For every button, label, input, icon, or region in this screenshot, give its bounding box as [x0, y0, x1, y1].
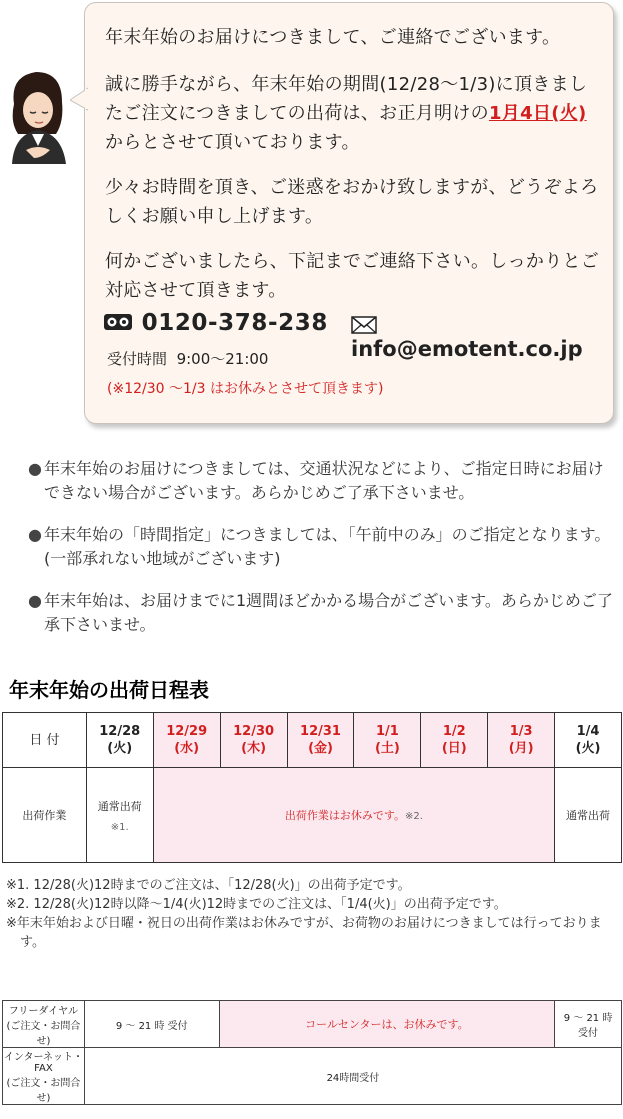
net-fax-row	[3, 1048, 622, 1105]
date-header: 日 付	[3, 713, 87, 768]
contact-paragraph: 何かございましたら、下記までご連絡下さい。しっかりとご対応させて頂きます。	[105, 251, 600, 301]
bullet-icon: ●	[28, 591, 42, 610]
free-dial-sub: (ご注文・お問合せ)	[6, 1020, 81, 1047]
email-link[interactable]	[351, 313, 613, 361]
date-text: 12/29	[166, 724, 208, 739]
end-hours-text: 9 ～ 21 時	[563, 1013, 613, 1024]
footnote: ※年末年始および日曜・祝日の出荷作業はお休みですが、お荷物のお届けにつきましては行っております。	[6, 916, 602, 950]
phone-text: 0120-378-238	[141, 310, 328, 336]
apology-paragraph: 少々お時間を頂き、ご迷惑をおかけ致しますが、どうぞよろしくお願い申し上げます。	[105, 177, 599, 227]
footnote: ※1. 12/28(火)12時までのご注文は、「12/28(火)」の出荷予定です。	[6, 878, 411, 893]
net-fax-sub: (ご注文・お問合せ)	[6, 1078, 81, 1104]
net-fax-hours: 24時間受付	[84, 1048, 621, 1105]
reception-hours	[107, 348, 268, 369]
weekday-text: (水)	[174, 741, 200, 756]
weekday-text: (日)	[441, 741, 467, 756]
hours-label: 受付時間	[107, 350, 168, 368]
footnote-ref-1: ※1.	[110, 821, 129, 833]
weekday-text: (月)	[508, 741, 534, 756]
bubble-tail	[70, 86, 88, 112]
weekday-text: (金)	[308, 741, 333, 756]
notice-shipping-paragraph	[105, 70, 600, 157]
date-text: 1/4	[576, 724, 600, 739]
date-cell	[488, 713, 555, 768]
date-cell	[220, 713, 287, 768]
weekday-text: (火)	[575, 741, 601, 756]
note-text: 年末年始の「時間指定」につきましては、「午前中のみ」のご指定となります。(一部承れない地域がございます)	[44, 525, 611, 568]
notice-shipping-text: 誠に勝手ながら、年末年始の期間(12/28～1/3)に頂きましたご注文につきましての出荷は、お正月明けの	[105, 74, 588, 124]
net-fax-text: インターネット・FAX	[3, 1052, 83, 1074]
holiday-note: (※12/30 ～1/3 はお休みとさせて頂きます)	[107, 381, 384, 397]
notice-shipping-tail: からとさせて頂いております。	[105, 132, 360, 153]
shipping-work-row	[3, 768, 622, 863]
end-hours-sub: 受付	[578, 1028, 599, 1039]
free-dial-hours: 9 ～ 21 時 受付	[84, 1001, 219, 1048]
net-fax-label	[3, 1048, 85, 1105]
call-center-table	[2, 1000, 622, 1105]
mail-icon	[351, 316, 377, 334]
closed-text: 出荷作業はお休みです。	[284, 809, 405, 822]
weekday-text: (木)	[241, 741, 267, 756]
date-text: 1/3	[509, 724, 533, 739]
shipping-schedule-table	[2, 712, 622, 863]
shipping-work-label: 出荷作業	[3, 768, 87, 863]
date-cell	[421, 713, 488, 768]
date-cell	[287, 713, 354, 768]
date-text: 12/31	[300, 724, 341, 739]
normal-shipping-text: 通常出荷	[97, 799, 142, 813]
date-cell	[86, 713, 153, 768]
note-text: 年末年始のお届けにつきましては、交通状況などにより、ご指定日時にお届けできない場合がございます。あらかじめご了承下さいませ。	[44, 459, 604, 502]
delivery-notes	[28, 457, 613, 655]
weekday-text: (土)	[374, 741, 400, 756]
free-dial-hours-end	[555, 1001, 622, 1048]
bullet-icon: ●	[28, 525, 42, 544]
note-item	[28, 457, 613, 505]
normal-shipping-cell	[86, 768, 153, 863]
bullet-icon: ●	[28, 459, 42, 478]
footnote: ※2. 12/28(火)12時以降～1/4(火)12時までのご注文は、「1/4(火)」の出荷予定です。	[6, 897, 507, 912]
schedule-footnotes	[6, 876, 616, 952]
normal-shipping-end-cell: 通常出荷	[555, 768, 622, 863]
date-cell	[555, 713, 622, 768]
free-dial-row	[3, 1001, 622, 1048]
date-text: 1/2	[442, 724, 466, 739]
free-dial-text: フリーダイヤル	[8, 1005, 79, 1017]
date-cell	[153, 713, 220, 768]
note-text: 年末年始は、お届けまでに1週間ほどかかる場合がございます。あらかじめご了承下さいませ。	[44, 591, 613, 634]
free-dial-icon	[103, 312, 133, 332]
schedule-header-row	[3, 713, 622, 768]
weekday-text: (火)	[107, 741, 133, 756]
date-cell	[354, 713, 421, 768]
notice-bubble	[84, 2, 614, 424]
footnote-ref-2: ※2.	[405, 811, 423, 822]
date-text: 1/1	[375, 724, 399, 739]
resume-date: 1月4日(火)	[488, 103, 587, 124]
staff-avatar	[2, 64, 72, 164]
email-text: info@emotent.co.jp	[351, 337, 583, 361]
hours-value: 9:00～21:00	[176, 350, 269, 368]
notice-text	[105, 23, 600, 321]
call-center-closed: コールセンターは、お休みです。	[219, 1001, 554, 1048]
free-dial-label	[3, 1001, 85, 1048]
notice-heading: 年末年始のお届けにつきまして、ご連絡でございます。	[105, 27, 561, 48]
date-text: 12/30	[233, 724, 275, 739]
phone-number[interactable]	[103, 310, 328, 336]
note-item	[28, 523, 613, 571]
closed-cell	[153, 768, 554, 863]
schedule-title: 年末年始の出荷日程表	[9, 678, 209, 702]
date-text: 12/28	[99, 724, 141, 739]
note-item	[28, 589, 613, 637]
